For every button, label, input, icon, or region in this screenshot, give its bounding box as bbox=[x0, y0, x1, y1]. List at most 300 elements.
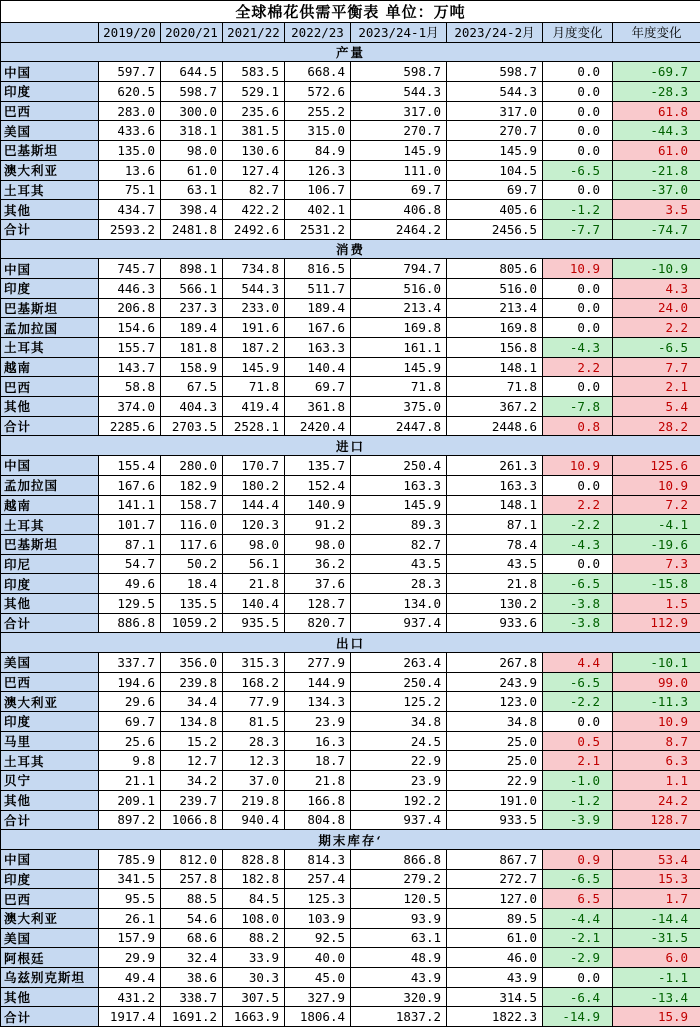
value-cell: 69.7 bbox=[99, 712, 161, 732]
value-cell: 2528.1 bbox=[223, 416, 285, 436]
monthly-change-cell: 10.9 bbox=[543, 259, 613, 279]
yearly-change-cell: 10.9 bbox=[613, 712, 700, 732]
value-cell: 367.2 bbox=[447, 397, 543, 417]
value-cell: 26.1 bbox=[99, 908, 161, 928]
value-cell: 267.8 bbox=[447, 653, 543, 673]
value-cell: 434.7 bbox=[99, 200, 161, 220]
row-label: 其他 bbox=[1, 987, 99, 1007]
row-label: 美国 bbox=[1, 653, 99, 673]
section-header-row bbox=[1, 436, 700, 456]
monthly-change-cell: 6.5 bbox=[543, 889, 613, 909]
value-cell: 402.1 bbox=[285, 200, 351, 220]
row-label: 澳大利亚 bbox=[1, 692, 99, 712]
value-cell: 84.5 bbox=[223, 889, 285, 909]
monthly-change-cell: 0.0 bbox=[543, 968, 613, 988]
value-cell: 106.7 bbox=[285, 180, 351, 200]
value-cell: 56.1 bbox=[223, 554, 285, 574]
value-cell: 620.5 bbox=[99, 82, 161, 102]
value-cell: 189.4 bbox=[161, 318, 223, 338]
row-label: 贝宁 bbox=[1, 771, 99, 791]
value-cell: 36.2 bbox=[285, 554, 351, 574]
header-cell: 2023/24-1月 bbox=[351, 23, 447, 43]
value-cell: 78.4 bbox=[447, 534, 543, 554]
value-cell: 43.5 bbox=[447, 554, 543, 574]
table-body bbox=[1, 42, 700, 1026]
row-label: 孟加拉国 bbox=[1, 475, 99, 495]
value-cell: 91.2 bbox=[285, 515, 351, 535]
monthly-change-cell: 0.0 bbox=[543, 377, 613, 397]
table-row bbox=[1, 495, 700, 515]
value-cell: 814.3 bbox=[285, 849, 351, 869]
value-cell: 2447.8 bbox=[351, 416, 447, 436]
section-header-row bbox=[1, 239, 700, 259]
value-cell: 157.9 bbox=[99, 928, 161, 948]
yearly-change-cell: 24.2 bbox=[613, 790, 700, 810]
value-cell: 544.3 bbox=[447, 82, 543, 102]
yearly-change-cell: 1.5 bbox=[613, 593, 700, 613]
value-cell: 182.8 bbox=[223, 869, 285, 889]
value-cell: 644.5 bbox=[161, 62, 223, 82]
yearly-change-cell: 2.2 bbox=[613, 318, 700, 338]
monthly-change-cell: 0.9 bbox=[543, 849, 613, 869]
monthly-change-cell: 0.5 bbox=[543, 731, 613, 751]
value-cell: 12.3 bbox=[223, 751, 285, 771]
value-cell: 317.0 bbox=[447, 101, 543, 121]
table-row bbox=[1, 692, 700, 712]
value-cell: 126.3 bbox=[285, 160, 351, 180]
row-label: 巴西 bbox=[1, 101, 99, 121]
monthly-change-cell: 0.0 bbox=[543, 712, 613, 732]
value-cell: 209.1 bbox=[99, 790, 161, 810]
value-cell: 93.9 bbox=[351, 908, 447, 928]
table-row bbox=[1, 141, 700, 161]
value-cell: 163.3 bbox=[351, 475, 447, 495]
table-row bbox=[1, 987, 700, 1007]
value-cell: 129.5 bbox=[99, 593, 161, 613]
value-cell: 597.7 bbox=[99, 62, 161, 82]
monthly-change-cell: -4.4 bbox=[543, 908, 613, 928]
yearly-change-cell: 128.7 bbox=[613, 810, 700, 830]
yearly-change-cell: -11.3 bbox=[613, 692, 700, 712]
value-cell: 12.7 bbox=[161, 751, 223, 771]
monthly-change-cell: -2.2 bbox=[543, 692, 613, 712]
value-cell: 255.2 bbox=[285, 101, 351, 121]
table-row bbox=[1, 338, 700, 358]
value-cell: 167.6 bbox=[99, 475, 161, 495]
yearly-change-cell: -15.8 bbox=[613, 574, 700, 594]
value-cell: 155.7 bbox=[99, 338, 161, 358]
row-label: 巴西 bbox=[1, 672, 99, 692]
yearly-change-cell: -4.1 bbox=[613, 515, 700, 535]
value-cell: 45.0 bbox=[285, 968, 351, 988]
value-cell: 237.3 bbox=[161, 298, 223, 318]
yearly-change-cell: -44.3 bbox=[613, 121, 700, 141]
table-row bbox=[1, 357, 700, 377]
row-label: 澳大利亚 bbox=[1, 160, 99, 180]
monthly-change-cell: 0.8 bbox=[543, 416, 613, 436]
row-label: 土耳其 bbox=[1, 180, 99, 200]
value-cell: 158.7 bbox=[161, 495, 223, 515]
value-cell: 30.3 bbox=[223, 968, 285, 988]
value-cell: 446.3 bbox=[99, 278, 161, 298]
yearly-change-cell: 15.9 bbox=[613, 1007, 700, 1027]
value-cell: 785.9 bbox=[99, 849, 161, 869]
value-cell: 145.9 bbox=[223, 357, 285, 377]
value-cell: 54.7 bbox=[99, 554, 161, 574]
yearly-change-cell: 61.8 bbox=[613, 101, 700, 121]
value-cell: 40.0 bbox=[285, 948, 351, 968]
value-cell: 89.5 bbox=[447, 908, 543, 928]
value-cell: 320.9 bbox=[351, 987, 447, 1007]
value-cell: 152.4 bbox=[285, 475, 351, 495]
yearly-change-cell: -6.5 bbox=[613, 338, 700, 358]
value-cell: 120.3 bbox=[223, 515, 285, 535]
value-cell: 529.1 bbox=[223, 82, 285, 102]
value-cell: 111.0 bbox=[351, 160, 447, 180]
value-cell: 63.1 bbox=[161, 180, 223, 200]
value-cell: 28.3 bbox=[351, 574, 447, 594]
value-cell: 43.9 bbox=[447, 968, 543, 988]
value-cell: 163.3 bbox=[285, 338, 351, 358]
value-cell: 317.0 bbox=[351, 101, 447, 121]
yearly-change-cell: 7.3 bbox=[613, 554, 700, 574]
value-cell: 405.6 bbox=[447, 200, 543, 220]
value-cell: 169.8 bbox=[351, 318, 447, 338]
monthly-change-cell: 0.0 bbox=[543, 318, 613, 338]
value-cell: 108.0 bbox=[223, 908, 285, 928]
row-label: 马里 bbox=[1, 731, 99, 751]
table-row bbox=[1, 160, 700, 180]
value-cell: 2703.5 bbox=[161, 416, 223, 436]
row-label: 合计 bbox=[1, 810, 99, 830]
monthly-change-cell: 0.0 bbox=[543, 121, 613, 141]
value-cell: 338.7 bbox=[161, 987, 223, 1007]
monthly-change-cell: -3.8 bbox=[543, 613, 613, 633]
monthly-change-cell: 0.0 bbox=[543, 82, 613, 102]
value-cell: 2531.2 bbox=[285, 219, 351, 239]
value-cell: 15.2 bbox=[161, 731, 223, 751]
value-cell: 257.4 bbox=[285, 869, 351, 889]
yearly-change-cell: -13.4 bbox=[613, 987, 700, 1007]
value-cell: 166.8 bbox=[285, 790, 351, 810]
value-cell: 933.5 bbox=[447, 810, 543, 830]
value-cell: 170.7 bbox=[223, 456, 285, 476]
table-row bbox=[1, 751, 700, 771]
value-cell: 84.9 bbox=[285, 141, 351, 161]
value-cell: 279.2 bbox=[351, 869, 447, 889]
value-cell: 511.7 bbox=[285, 278, 351, 298]
yearly-change-cell: -10.9 bbox=[613, 259, 700, 279]
value-cell: 169.8 bbox=[447, 318, 543, 338]
value-cell: 71.8 bbox=[223, 377, 285, 397]
value-cell: 314.5 bbox=[447, 987, 543, 1007]
value-cell: 516.0 bbox=[447, 278, 543, 298]
yearly-change-cell: 6.0 bbox=[613, 948, 700, 968]
row-label: 巴基斯坦 bbox=[1, 141, 99, 161]
monthly-change-cell: 0.0 bbox=[543, 298, 613, 318]
row-label: 其他 bbox=[1, 790, 99, 810]
table-row bbox=[1, 554, 700, 574]
value-cell: 143.7 bbox=[99, 357, 161, 377]
value-cell: 374.0 bbox=[99, 397, 161, 417]
row-label: 乌兹别克斯坦 bbox=[1, 968, 99, 988]
row-label: 巴基斯坦 bbox=[1, 534, 99, 554]
table-row bbox=[1, 908, 700, 928]
row-label: 中国 bbox=[1, 259, 99, 279]
value-cell: 103.9 bbox=[285, 908, 351, 928]
value-cell: 2464.2 bbox=[351, 219, 447, 239]
table-row bbox=[1, 219, 700, 239]
monthly-change-cell: -6.5 bbox=[543, 672, 613, 692]
value-cell: 250.4 bbox=[351, 672, 447, 692]
value-cell: 219.8 bbox=[223, 790, 285, 810]
yearly-change-cell: -21.8 bbox=[613, 160, 700, 180]
value-cell: 98.0 bbox=[285, 534, 351, 554]
value-cell: 43.5 bbox=[351, 554, 447, 574]
title-row bbox=[1, 1, 700, 23]
value-cell: 21.8 bbox=[285, 771, 351, 791]
row-label: 孟加拉国 bbox=[1, 318, 99, 338]
value-cell: 816.5 bbox=[285, 259, 351, 279]
monthly-change-cell: -1.2 bbox=[543, 790, 613, 810]
value-cell: 9.8 bbox=[99, 751, 161, 771]
yearly-change-cell: 7.2 bbox=[613, 495, 700, 515]
value-cell: 98.0 bbox=[161, 141, 223, 161]
value-cell: 154.6 bbox=[99, 318, 161, 338]
value-cell: 117.6 bbox=[161, 534, 223, 554]
value-cell: 89.3 bbox=[351, 515, 447, 535]
value-cell: 361.8 bbox=[285, 397, 351, 417]
value-cell: 21.8 bbox=[223, 574, 285, 594]
monthly-change-cell: 0.0 bbox=[543, 62, 613, 82]
monthly-change-cell: -14.9 bbox=[543, 1007, 613, 1027]
value-cell: 98.0 bbox=[223, 534, 285, 554]
value-cell: 61.0 bbox=[161, 160, 223, 180]
value-cell: 257.8 bbox=[161, 869, 223, 889]
value-cell: 182.9 bbox=[161, 475, 223, 495]
value-cell: 69.7 bbox=[351, 180, 447, 200]
value-cell: 572.6 bbox=[285, 82, 351, 102]
value-cell: 668.4 bbox=[285, 62, 351, 82]
value-cell: 144.4 bbox=[223, 495, 285, 515]
section-header-row bbox=[1, 633, 700, 653]
value-cell: 272.7 bbox=[447, 869, 543, 889]
value-cell: 88.5 bbox=[161, 889, 223, 909]
header-cell: 2021/22 bbox=[223, 23, 285, 43]
monthly-change-cell: 0.0 bbox=[543, 141, 613, 161]
value-cell: 2448.6 bbox=[447, 416, 543, 436]
yearly-change-cell: 3.5 bbox=[613, 200, 700, 220]
table-row bbox=[1, 298, 700, 318]
value-cell: 128.7 bbox=[285, 593, 351, 613]
yearly-change-cell: 61.0 bbox=[613, 141, 700, 161]
monthly-change-cell: -7.8 bbox=[543, 397, 613, 417]
value-cell: 34.4 bbox=[161, 692, 223, 712]
value-cell: 804.8 bbox=[285, 810, 351, 830]
value-cell: 61.0 bbox=[447, 928, 543, 948]
value-cell: 805.6 bbox=[447, 259, 543, 279]
value-cell: 189.4 bbox=[285, 298, 351, 318]
value-cell: 67.5 bbox=[161, 377, 223, 397]
value-cell: 897.2 bbox=[99, 810, 161, 830]
row-label: 越南 bbox=[1, 357, 99, 377]
value-cell: 25.0 bbox=[447, 751, 543, 771]
monthly-change-cell: -1.0 bbox=[543, 771, 613, 791]
value-cell: 120.5 bbox=[351, 889, 447, 909]
value-cell: 1059.2 bbox=[161, 613, 223, 633]
table-row bbox=[1, 456, 700, 476]
value-cell: 116.0 bbox=[161, 515, 223, 535]
value-cell: 937.4 bbox=[351, 810, 447, 830]
value-cell: 135.5 bbox=[161, 593, 223, 613]
monthly-change-cell: 2.1 bbox=[543, 751, 613, 771]
row-label: 印度 bbox=[1, 869, 99, 889]
yearly-change-cell: 1.1 bbox=[613, 771, 700, 791]
table-row bbox=[1, 82, 700, 102]
row-label: 土耳其 bbox=[1, 751, 99, 771]
yearly-change-cell: -14.4 bbox=[613, 908, 700, 928]
value-cell: 935.5 bbox=[223, 613, 285, 633]
yearly-change-cell: -28.3 bbox=[613, 82, 700, 102]
value-cell: 598.7 bbox=[447, 62, 543, 82]
value-cell: 144.9 bbox=[285, 672, 351, 692]
value-cell: 46.0 bbox=[447, 948, 543, 968]
table-row bbox=[1, 515, 700, 535]
value-cell: 82.7 bbox=[351, 534, 447, 554]
value-cell: 213.4 bbox=[351, 298, 447, 318]
value-cell: 1691.2 bbox=[161, 1007, 223, 1027]
table-title: 全球棉花供需平衡表 单位：万吨 bbox=[1, 1, 700, 23]
value-cell: 168.2 bbox=[223, 672, 285, 692]
value-cell: 49.6 bbox=[99, 574, 161, 594]
value-cell: 25.0 bbox=[447, 731, 543, 751]
table-row bbox=[1, 121, 700, 141]
value-cell: 92.5 bbox=[285, 928, 351, 948]
value-cell: 22.9 bbox=[447, 771, 543, 791]
value-cell: 828.8 bbox=[223, 849, 285, 869]
monthly-change-cell: -7.7 bbox=[543, 219, 613, 239]
value-cell: 69.7 bbox=[447, 180, 543, 200]
yearly-change-cell: 125.6 bbox=[613, 456, 700, 476]
table-row bbox=[1, 200, 700, 220]
value-cell: 145.9 bbox=[351, 357, 447, 377]
value-cell: 1663.9 bbox=[223, 1007, 285, 1027]
value-cell: 1837.2 bbox=[351, 1007, 447, 1027]
yearly-change-cell: 112.9 bbox=[613, 613, 700, 633]
table-row bbox=[1, 62, 700, 82]
value-cell: 127.0 bbox=[447, 889, 543, 909]
value-cell: 75.1 bbox=[99, 180, 161, 200]
value-cell: 158.9 bbox=[161, 357, 223, 377]
section-label: 期末库存‘ bbox=[1, 830, 700, 850]
value-cell: 87.1 bbox=[447, 515, 543, 535]
value-cell: 16.3 bbox=[285, 731, 351, 751]
value-cell: 134.0 bbox=[351, 593, 447, 613]
row-label: 合计 bbox=[1, 613, 99, 633]
table-row bbox=[1, 397, 700, 417]
monthly-change-cell: -4.3 bbox=[543, 534, 613, 554]
value-cell: 13.6 bbox=[99, 160, 161, 180]
value-cell: 38.6 bbox=[161, 968, 223, 988]
value-cell: 156.8 bbox=[447, 338, 543, 358]
row-label: 土耳其 bbox=[1, 338, 99, 358]
value-cell: 734.8 bbox=[223, 259, 285, 279]
value-cell: 940.4 bbox=[223, 810, 285, 830]
table-row bbox=[1, 712, 700, 732]
value-cell: 337.7 bbox=[99, 653, 161, 673]
table-row bbox=[1, 416, 700, 436]
value-cell: 50.2 bbox=[161, 554, 223, 574]
monthly-change-cell: -3.9 bbox=[543, 810, 613, 830]
value-cell: 130.6 bbox=[223, 141, 285, 161]
table-row bbox=[1, 849, 700, 869]
header-cell: 2022/23 bbox=[285, 23, 351, 43]
row-label: 印度 bbox=[1, 278, 99, 298]
value-cell: 95.5 bbox=[99, 889, 161, 909]
value-cell: 161.1 bbox=[351, 338, 447, 358]
value-cell: 235.6 bbox=[223, 101, 285, 121]
row-label: 印尼 bbox=[1, 554, 99, 574]
row-label: 合计 bbox=[1, 416, 99, 436]
value-cell: 48.9 bbox=[351, 948, 447, 968]
value-cell: 194.6 bbox=[99, 672, 161, 692]
value-cell: 2420.4 bbox=[285, 416, 351, 436]
value-cell: 1806.4 bbox=[285, 1007, 351, 1027]
table-row bbox=[1, 259, 700, 279]
value-cell: 233.0 bbox=[223, 298, 285, 318]
row-label: 其他 bbox=[1, 593, 99, 613]
monthly-change-cell: 0.0 bbox=[543, 475, 613, 495]
table-row bbox=[1, 672, 700, 692]
monthly-change-cell: -6.5 bbox=[543, 869, 613, 889]
row-label: 越南 bbox=[1, 495, 99, 515]
value-cell: 145.9 bbox=[351, 495, 447, 515]
section-label: 进口 bbox=[1, 436, 700, 456]
monthly-change-cell: -2.1 bbox=[543, 928, 613, 948]
value-cell: 583.5 bbox=[223, 62, 285, 82]
table-row bbox=[1, 593, 700, 613]
monthly-change-cell: 2.2 bbox=[543, 495, 613, 515]
row-label: 澳大利亚 bbox=[1, 908, 99, 928]
yearly-change-cell: 2.1 bbox=[613, 377, 700, 397]
yearly-change-cell: 5.4 bbox=[613, 397, 700, 417]
row-label: 美国 bbox=[1, 928, 99, 948]
value-cell: 32.4 bbox=[161, 948, 223, 968]
row-label: 其他 bbox=[1, 200, 99, 220]
value-cell: 21.8 bbox=[447, 574, 543, 594]
value-cell: 544.3 bbox=[351, 82, 447, 102]
value-cell: 104.5 bbox=[447, 160, 543, 180]
value-cell: 163.3 bbox=[447, 475, 543, 495]
table-row bbox=[1, 534, 700, 554]
table-row bbox=[1, 101, 700, 121]
value-cell: 431.2 bbox=[99, 987, 161, 1007]
value-cell: 2456.5 bbox=[447, 219, 543, 239]
value-cell: 23.9 bbox=[351, 771, 447, 791]
table-row bbox=[1, 180, 700, 200]
table-row bbox=[1, 475, 700, 495]
yearly-change-cell: 10.9 bbox=[613, 475, 700, 495]
row-label: 中国 bbox=[1, 456, 99, 476]
value-cell: 58.8 bbox=[99, 377, 161, 397]
value-cell: 381.5 bbox=[223, 121, 285, 141]
value-cell: 261.3 bbox=[447, 456, 543, 476]
yearly-change-cell: -74.7 bbox=[613, 219, 700, 239]
row-label: 中国 bbox=[1, 62, 99, 82]
yearly-change-cell: -31.5 bbox=[613, 928, 700, 948]
header-cell bbox=[1, 23, 99, 43]
row-label: 土耳其 bbox=[1, 515, 99, 535]
